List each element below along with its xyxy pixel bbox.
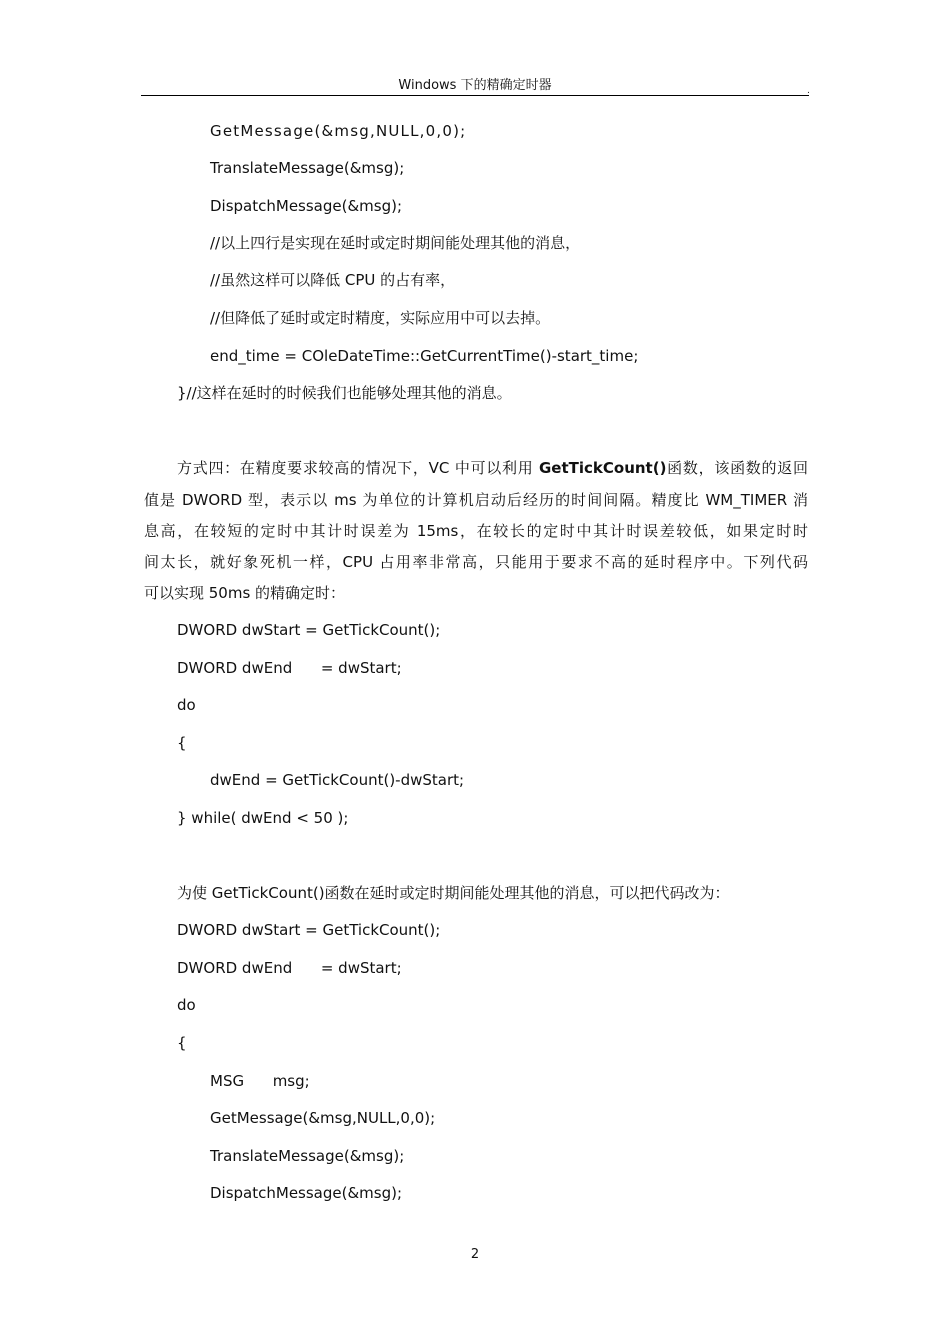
- code-comment: //但降低了延时或定时精度，实际应用中可以去掉。: [210, 309, 551, 327]
- paragraph-line: 间太长，就好象死机一样，CPU 占用率非常高，只能用于要求不高的延时程序中。下列代码: [144, 553, 808, 571]
- code-line: do: [177, 996, 196, 1014]
- code-line: GetMessage(&msg,NULL,0,0);: [210, 1109, 436, 1127]
- header-mark: .: [807, 86, 810, 96]
- code-line: {: [177, 1034, 187, 1052]
- code-line: {: [177, 734, 187, 752]
- page-number: 2: [470, 1247, 480, 1262]
- code-line: TranslateMessage(&msg);: [210, 159, 405, 177]
- code-line: TranslateMessage(&msg);: [210, 1147, 405, 1165]
- code-line: DispatchMessage(&msg);: [210, 1184, 403, 1202]
- code-comment: //以上四行是实现在延时或定时期间能处理其他的消息，: [210, 234, 581, 252]
- page-header-title: Windows 下的精确定时器: [398, 78, 552, 93]
- code-line: DispatchMessage(&msg);: [210, 197, 403, 215]
- function-name-bold: GetTickCount(): [538, 459, 667, 477]
- code-line: end_time = COleDateTime::GetCurrentTime()-start_time;: [210, 347, 639, 365]
- code-line: } while( dwEnd < 50 );: [177, 809, 349, 827]
- code-line: DWORD dwEnd = dwStart;: [177, 959, 402, 977]
- code-line: MSG msg;: [210, 1072, 310, 1090]
- paragraph-line: 可以实现 50ms 的精确定时：: [144, 584, 346, 602]
- code-line: DWORD dwEnd = dwStart;: [177, 659, 402, 677]
- paragraph-line: 为使 GetTickCount()函数在延时或定时期间能处理其他的消息，可以把代码改为：: [177, 884, 730, 902]
- code-comment: }//这样在延时的时候我们也能够处理其他的消息。: [177, 384, 512, 402]
- header-rule: [141, 95, 809, 96]
- code-line: dwEnd = GetTickCount()-dwStart;: [210, 771, 465, 789]
- paragraph-text: 方式四：在精度要求较高的情况下，VC 中可以利用: [177, 459, 539, 477]
- paragraph-line: 息高，在较短的定时中其计时误差为 15ms，在较长的定时中其计时误差较低，如果定时时: [144, 522, 808, 540]
- code-comment: //虽然这样可以降低 CPU 的占有率，: [210, 271, 456, 289]
- code-line: DWORD dwStart = GetTickCount();: [177, 621, 441, 639]
- code-line: DWORD dwStart = GetTickCount();: [177, 921, 441, 939]
- paragraph-line: 值是 DWORD 型，表示以 ms 为单位的计算机启动后经历的时间间隔。精度比 WM_TIMER 消: [144, 491, 808, 509]
- paragraph-text: 函数，该函数的返回: [666, 459, 808, 477]
- code-line: GetMessage(&msg,NULL,0,0);: [210, 122, 467, 140]
- paragraph-line: [144, 458, 808, 478]
- code-line: do: [177, 696, 196, 714]
